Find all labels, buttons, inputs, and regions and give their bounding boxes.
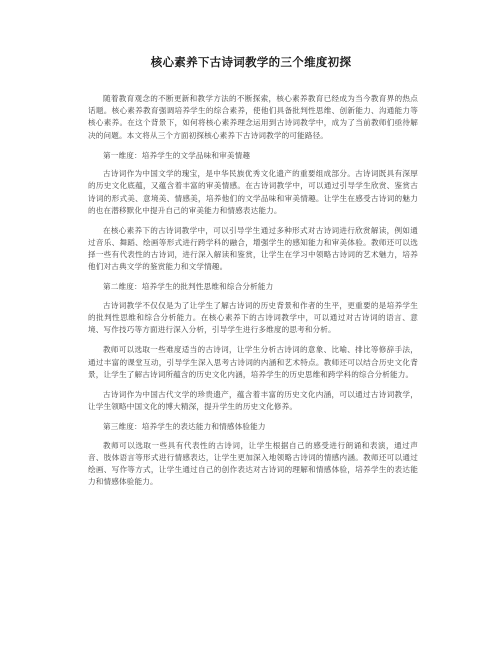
section-heading-3: 第三维度：培养学生的表达能力和情感体验能力 xyxy=(103,422,266,432)
section-heading-2: 第二维度：培养学生的批判性思维和综合分析能力 xyxy=(103,282,274,292)
paragraph: 教师可以选取一些难度适当的古诗词，让学生分析古诗词的意象、比喻、排比等修辞手法，通过丰富的课堂互动，引导学生深入思考古诗词的内涵和艺术特点。教师还可以结合历史文化背景，让学生了解古诗词所蕴含的历史文化内涵，培养学生的历史思维和跨学科的综合分析能力。 xyxy=(88,345,418,379)
document-body xyxy=(88,93,418,496)
paragraph-intro: 随着教育观念的不断更新和教学方法的不断探索，核心素养教育已经成为当今教育界的热点话题。核心素养教育强调培养学生的综合素养，使他们具备批判性思维、创新能力、沟通能力等核心素养。在这个背景下，如何将核心素养理念运用到古诗词教学中，成为了当前教师们亟待解决的问题。本文将从三个方面初探核心素养下古诗词教学的可能路径。 xyxy=(88,94,418,140)
document-title: 核心素养下古诗词教学的三个维度初探 xyxy=(150,55,352,69)
paragraph: 古诗词作为中国文学的瑰宝，是中华民族优秀文化遗产的重要组成部分。古诗词既具有深厚的历史文化底蕴，又蕴含着丰富的审美情感。在古诗词教学中，可以通过引导学生欣赏、鉴赏古诗词的形式美、意境美、情感美，培养他们的文学品味和审美情趣。让学生在感受古诗词的魅力的也在潜移默化中提升自己的审美能力和情感表达能力。 xyxy=(88,169,418,215)
paragraph: 古诗词作为中国古代文学的珍贵遗产，蕴含着丰富的历史文化内涵，可以通过古诗词教学，让学生领略中国文化的博大精深，提升学生的历史文化修养。 xyxy=(88,389,418,412)
paragraph: 古诗词教学不仅仅是为了让学生了解古诗词的历史背景和作者的生平，更重要的是培养学生的批判性思维和综合分析能力。在核心素养下的古诗词教学中，可以通过对古诗词的语言、意境、写作技巧等方面进行深入分析，引导学生进行多维度的思考和分析。 xyxy=(88,301,418,335)
section-heading-1: 第一维度：培养学生的文学品味和审美情趣 xyxy=(103,150,251,160)
paragraph: 在核心素养下的古诗词教学中，可以引导学生通过多种形式对古诗词进行欣赏解读，例如通过音乐、舞蹈、绘画等形式进行跨学科的融合，增强学生的感知能力和审美体验。教师还可以选择一些有代表性的古诗词，进行深入解读和鉴赏，让学生在学习中领略古诗词的艺术魅力，培养他们对古典文学的鉴赏能力和文学情趣。 xyxy=(88,225,418,272)
paragraph: 教师可以选取一些具有代表性的古诗词，让学生根据自己的感受进行朗诵和表演，通过声音、肢体语言等形式进行情感表达，让学生更加深入地领略古诗词的情感内涵。教师还可以通过绘画、写作等方式，让学生通过自己的创作表达对古诗词的理解和情感体验，培养学生的表达能力和情感体验能力。 xyxy=(88,440,418,487)
